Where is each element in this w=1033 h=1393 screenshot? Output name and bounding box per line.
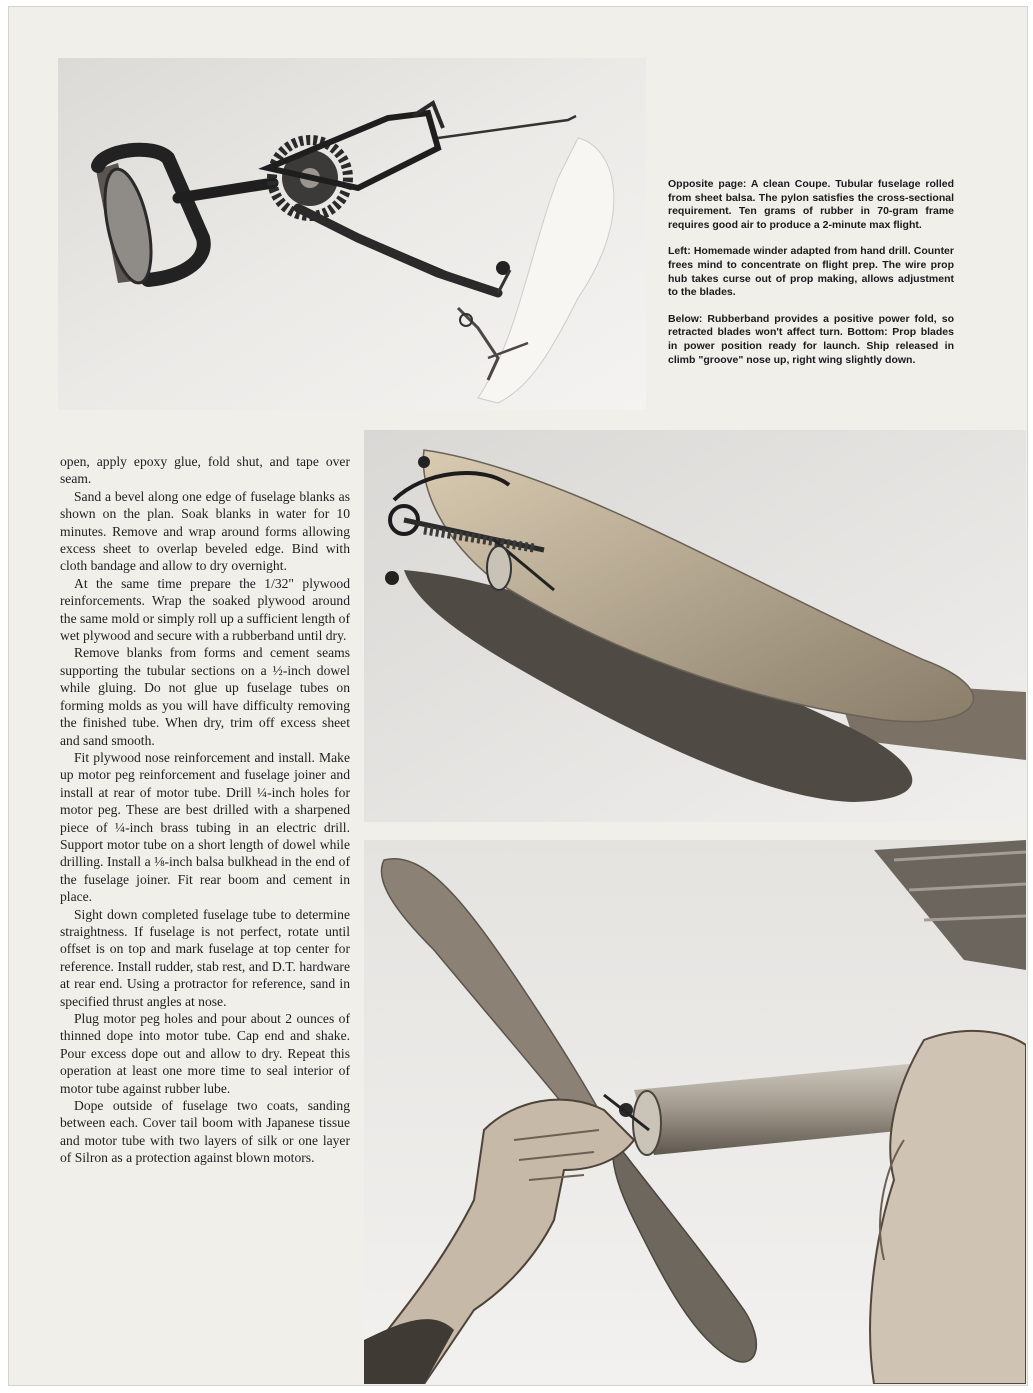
- photo-captions: [668, 178, 954, 380]
- article-paragraph: Sight down completed fuselage tube to determine straightness. If fuselage is not perfect, rotate until offset is on top and mark fuselage at top center for reference. Install rudder, stab rest, and D.T. hardware at rear end. Using a protractor for reference, sand in specified thrust angles at nose.: [60, 906, 350, 1009]
- article-paragraph: open, apply epoxy glue, fold shut, and tape over seam.: [60, 454, 350, 487]
- article-paragraph: At the same time prepare the 1/32" plywood reinforcements. Wrap the soaked plywood around the same mold or simply roll up a sufficient length of wet plywood and secure with a rubberband until dry.: [60, 575, 350, 644]
- caption-left: Left: Homemade winder adapted from hand drill. Counter frees mind to concentrate on flight prep. The wire prop hub takes curse out of prop making, allows adjustment to the blades.: [668, 245, 954, 299]
- launch-prop-illustration: [364, 840, 1026, 1384]
- folded-prop-illustration: [364, 430, 1026, 822]
- article-paragraph: Fit plywood nose reinforcement and install. Make up motor peg reinforcement and fuselage joiner and install at rear of motor tube. Drill ¼-inch holes for motor peg. These are best drilled with a sharpened piece of ¼-inch brass tubing in an electric drill. Support motor tube on a short length of dowel while drilling. Install a ⅛-inch balsa bulkhead in the end of the fuselage joiner. Fit rear boom and cement in place.: [60, 749, 350, 905]
- magazine-page: [8, 6, 1028, 1386]
- winder-illustration: [58, 58, 646, 410]
- caption-below: Below: Rubberband provides a positive power fold, so retracted blades won't affect turn. Bottom: Prop blades in power position ready for launch. Ship released in climb "groove" nose up, right wing slightly down.: [668, 312, 954, 366]
- article-body: [60, 453, 350, 1167]
- article-paragraph: Remove blanks from forms and cement seams supporting the tubular sections on a ½-inch dowel while gluing. Do not glue up fuselage tubes on forming molds as you will have difficulty removing the finished tube. When dry, trim off excess sheet and sand smooth.: [60, 645, 350, 748]
- article-paragraph: Plug motor peg holes and pour about 2 ounces of thinned dope into motor tube. Cap end and shake. Pour excess dope out and allow to dry. Repeat this operation at least one more time to seal interior of motor tube against rubber lube.: [60, 1011, 350, 1096]
- caption-opposite-page: Opposite page: A clean Coupe. Tubular fuselage rolled from sheet balsa. The pylon satisfies the cross-sectional requirement. Ten grams of rubber in 70-gram frame requires good air to produce a 2-minute max flight.: [668, 178, 954, 231]
- article-paragraph: Dope outside of fuselage two coats, sanding between each. Cover tail boom with Japanese tissue and motor tube with two layers of silk or one layer of Silron as a protection against blown motors.: [60, 1098, 350, 1166]
- winder-photo: [58, 58, 646, 410]
- article-paragraph: Sand a bevel along one edge of fuselage blanks as shown on the plan. Soak blanks in water for 10 minutes. Remove and wrap around forms allowing excess sheet to overlap beveled edge. Bind with cloth bandage and allow to dry overnight.: [60, 488, 350, 574]
- folded-prop-photo: [364, 430, 1026, 822]
- launch-prop-photo: [364, 840, 1026, 1384]
